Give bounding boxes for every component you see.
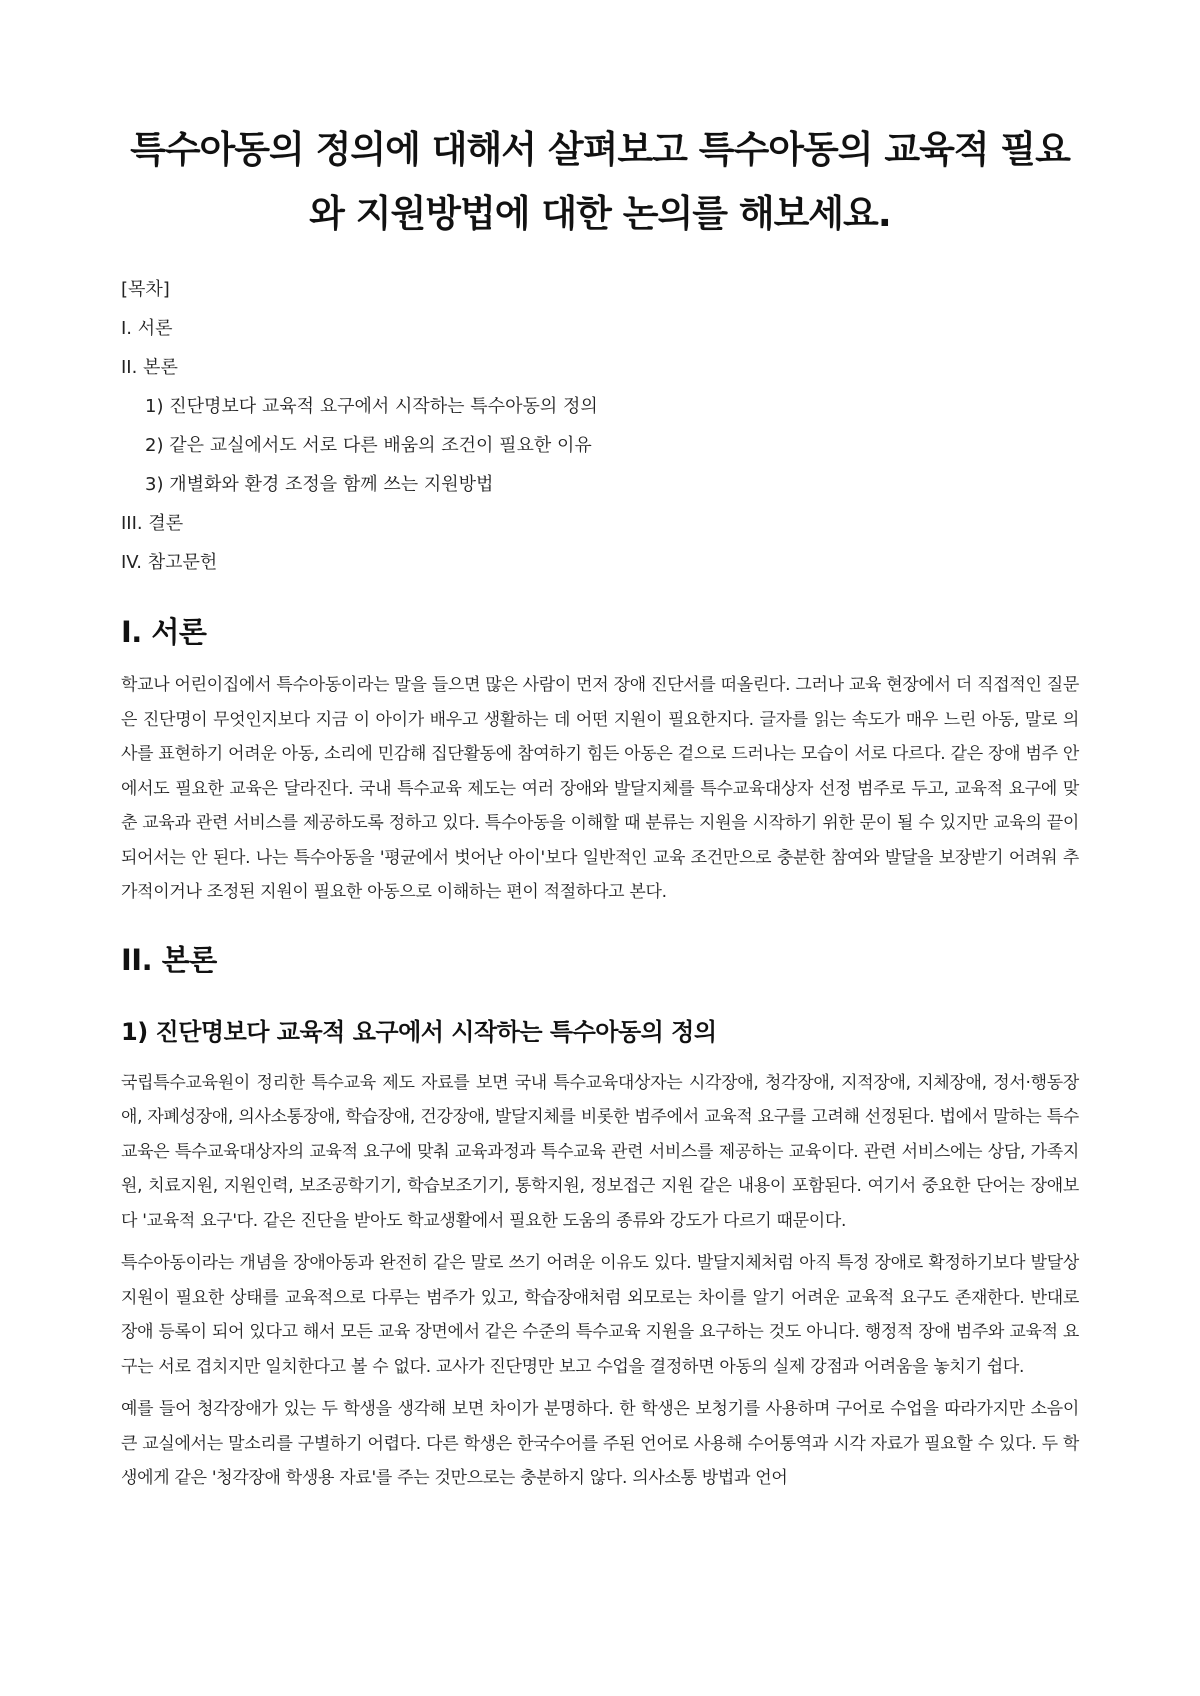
body-paragraph: 특수아동이라는 개념을 장애아동과 완전히 같은 말로 쓰기 어려운 이유도 있다. 발달지체처럼 아직 특정 장애로 확정하기보다 발달상 지원이 필요한 상태를 교육적으로 다루는 범주가 있고, 학습장애처럼 외모로는 차이를 알기 어려운 교육적 요구도 존재한다. 반대로 장애 등록이 되어 있다고 해서 모든 교육 장면에서 같은 수준의 특수교육 지원을 요구하는 것도 아니다. 행정적 장애 범주와 교육적 요구는 서로 겹치지만 일치한다고 볼 수 없다. 교사가 진단명만 보고 수업을 결정하면 아동의 실제 강점과 어려움을 놓치기 쉽다. xyxy=(121,1253,1079,1377)
subsection-heading: 1) 진단명보다 교육적 요구에서 시작하는 특수아동의 정의 xyxy=(121,1017,717,1046)
toc-item: IV. 참고문헌 xyxy=(121,552,218,573)
document-title: 특수아동의 정의에 대해서 살펴보고 특수아동의 교육적 필요와 지원방법에 대한 논의를 해보세요. xyxy=(130,128,1070,235)
toc-item: 3) 개별화와 환경 조정을 함께 쓰는 지원방법 xyxy=(145,474,494,495)
toc-item: 1) 진단명보다 교육적 요구에서 시작하는 특수아동의 정의 xyxy=(145,396,598,417)
intro-paragraph: 학교나 어린이집에서 특수아동이라는 말을 들으면 많은 사람이 먼저 장애 진단서를 떠올린다. 그러나 교육 현장에서 더 직접적인 질문은 진단명이 무엇인지보다 지금 이 아이가 배우고 생활하는 데 어떤 지원이 필요한지다. 글자를 읽는 속도가 매우 느린 아동, 말로 의사를 표현하기 어려운 아동, 소리에 민감해 집단활동에 참여하기 힘든 아동은 겉으로 드러나는 모습이 서로 다르다. 같은 장애 범주 안에서도 필요한 교육은 달라진다. 국내 특수교육 제도는 여러 장애와 발달지체를 특수교육대상자 선정 범주로 두고, 교육적 요구에 맞춘 교육과 관련 서비스를 제공하도록 정하고 있다. 특수아동을 이해할 때 분류는 지원을 시작하기 위한 문이 될 수 있지만 교육의 끝이 되어서는 안 된다. 나는 특수아동을 '평균에서 벗어난 아이'보다 일반적인 교육 조건만으로 충분한 참여와 발달을 보장받기 어려워 추가적이거나 조정된 지원이 필요한 아동으로 이해하는 편이 적절하다고 본다. xyxy=(121,675,1079,902)
toc-item: III. 결론 xyxy=(121,513,184,534)
body-paragraph: 국립특수교육원이 정리한 특수교육 제도 자료를 보면 국내 특수교육대상자는 시각장애, 청각장애, 지적장애, 지체장애, 정서·행동장애, 자폐성장애, 의사소통장애, 학습장애, 건강장애, 발달지체를 비롯한 범주에서 교육적 요구를 고려해 선정된다. 법에서 말하는 특수교육은 특수교육대상자의 교육적 요구에 맞춰 교육과정과 특수교육 관련 서비스를 제공하는 교육이다. 관련 서비스에는 상담, 가족지원, 치료지원, 지원인력, 보조공학기기, 학습보조기기, 통학지원, 정보접근 지원 같은 내용이 포함된다. 여기서 중요한 단어는 장애보다 '교육적 요구'다. 같은 진단을 받아도 학교생활에서 필요한 도움의 종류와 강도가 다르기 때문이다. xyxy=(121,1072,1079,1231)
section-heading-body: II. 본론 xyxy=(121,942,217,977)
table-of-contents xyxy=(121,270,1079,582)
body-paragraph: 예를 들어 청각장애가 있는 두 학생을 생각해 보면 차이가 분명하다. 한 학생은 보청기를 사용하며 구어로 수업을 따라가지만 소음이 큰 교실에서는 말소리를 구별하기 어렵다. 다른 학생은 한국수어를 주된 언어로 사용해 수어통역과 시각 자료가 필요할 수 있다. 두 학생에게 같은 '청각장애 학생용 자료'를 주는 것만으로는 충분하지 않다. 의사소통 방법과 언어 xyxy=(121,1399,1079,1488)
toc-heading: [목차] xyxy=(121,279,170,300)
toc-item: 2) 같은 교실에서도 서로 다른 배움의 조건이 필요한 이유 xyxy=(145,435,592,456)
toc-item: II. 본론 xyxy=(121,357,178,378)
toc-item: I. 서론 xyxy=(121,318,173,339)
section-heading-intro: I. 서론 xyxy=(121,615,207,649)
